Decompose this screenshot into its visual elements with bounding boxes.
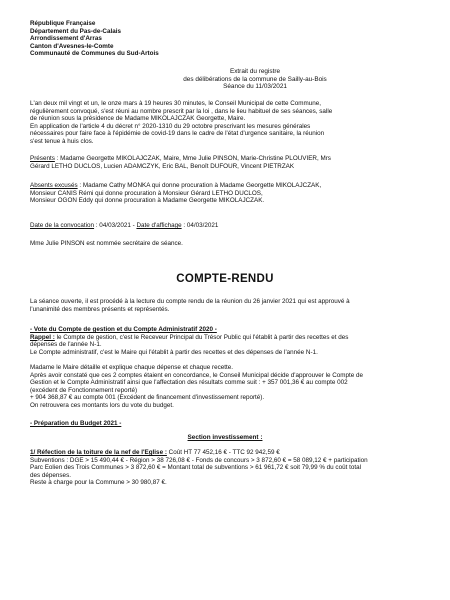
convocation-label: Date de la convocation xyxy=(30,222,95,229)
header-line: Département du Pas-de-Calais xyxy=(30,27,121,35)
vote-line: On retrouvera ces montants lors du vote du budget. xyxy=(30,401,174,409)
vote-line: + 904 368,87 € au compte 001 (Excédent de financement d'investissement reporté). xyxy=(30,394,265,402)
absents-paragraph xyxy=(30,182,425,205)
absents-text: : Madame Cathy MONKA qui donne procuration à Madame Georgette MIKOLAJCZAK, xyxy=(77,182,322,189)
vote-line: le Compte de gestion, c'est le Receveur Principal du Trésor Public qui l'établit à partir des recettes et des xyxy=(54,333,349,341)
intro-line: L'an deux mil vingt et un, le onze mars à 19 heures 30 minutes, le Conseil Municipal de cette Commune, xyxy=(30,100,322,107)
vote-line: Gestion et le Compte Administratif ainsi que l'affectation des résultats comme suit : + 357 001,36 € au compte 002 xyxy=(30,379,348,387)
secretaire-line xyxy=(30,240,425,248)
seance-line: La séance ouverte, il est procédé à la lecture du compte rendu de la réunion du 26 janvier 2021 qui est approuvé à xyxy=(30,298,350,305)
seance-line: l'unanimité des membres présents et représentés. xyxy=(30,305,170,313)
intro-line: régulièrement convoqué, s'est réuni au nombre prescrit par la loi , dans le lieu habituel de ses séances, salle xyxy=(30,107,333,115)
convocation-value: : 04/03/2021 - xyxy=(94,222,137,229)
seance-paragraph xyxy=(30,298,425,313)
presents-label: Présents xyxy=(30,155,55,162)
presents-paragraph xyxy=(30,155,425,170)
vote-heading: - Vote du Compte de gestion et du Compte Administratif 2020 - xyxy=(30,326,217,333)
extrait-line: Extrait du registre xyxy=(229,68,281,75)
item-cost: Coût HT 77 452,16 € - TTC 92 942,59 € xyxy=(166,449,280,456)
extrait-registre xyxy=(140,68,370,91)
intro-line: nécessaires pour faire face à l'épidémie de covid-19 dans le cadre de l'état d'urgence sanitaire, la réunion xyxy=(30,130,325,138)
header-line: Arrondissement d'Arras xyxy=(30,35,102,43)
vote-line xyxy=(30,356,425,364)
header-line: République Française xyxy=(30,20,96,27)
item-title: 1/ Réfection de la toiture de la nef de l'Eglise : xyxy=(30,449,167,456)
budget-line: Subventions : DGE > 15 490,44 € - Région > 38 726,08 € - Fonds de concours > 3 872,60 € = 58 089,12 € + participation xyxy=(30,456,368,464)
dates-line xyxy=(30,222,425,230)
header-line: Communauté de Communes du Sud-Artois xyxy=(30,50,159,58)
intro-line: de réunion sous la présidence de Madame MIKOLAJCZAK Georgette, Maire. xyxy=(30,115,246,123)
budget-line: des dépenses. xyxy=(30,471,71,479)
rappel-label: Rappel : xyxy=(30,333,55,341)
section-investissement: Section investissement : xyxy=(187,434,263,441)
extrait-line: des délibérations de la commune de Sailly-au-Bois xyxy=(183,75,327,83)
intro-paragraph xyxy=(30,100,425,146)
vote-section xyxy=(30,326,425,410)
presents-text: : Madame Georgette MIKOLAJCZAK, Maire, Mme Julie PINSON, Marie-Christine PLOUVIER, Mrs xyxy=(54,155,331,162)
secretaire-text: Mme Julie PINSON est nommée secrétaire de séance. xyxy=(30,240,183,247)
administrative-header xyxy=(30,20,159,58)
absents-text: Monsieur CANIS Rémi qui donne procuration à Monsieur Gérard LETHO DUCLOS, xyxy=(30,189,263,197)
seance-date: Séance du 11/03/2021 xyxy=(223,83,287,90)
vote-line: Madame le Maire détaille et explique chaque dépense et chaque recette. xyxy=(30,363,234,371)
intro-line: En application de l'article 4 du décret n° 2020-1310 du 29 octobre prescrivant les mesures générales xyxy=(30,122,311,130)
intro-line: s'est tenue à huis clos. xyxy=(30,137,94,145)
vote-line: dépenses de l'année N-1. xyxy=(30,341,102,349)
affichage-value: : 04/03/2021 xyxy=(181,222,219,229)
absents-label: Absents excusés xyxy=(30,182,78,189)
vote-line: (excédent de Fonctionnement reporté) xyxy=(30,386,138,394)
budget-item xyxy=(30,449,425,487)
budget-line: Parc Eolien des Trois Communes > 3 872,60 € = Montant total de subventions > 61 961,72 € soit 79,99 % du coût total xyxy=(30,464,361,472)
budget-heading: - Préparation du Budget 2021 - xyxy=(30,420,122,427)
presents-text: Gérard LETHO DUCLOS, Lucien ADAMCZYK, Eric BAL, Benoît DUFOUR, Vincent PIETRZAK xyxy=(30,162,295,170)
budget-line: Reste à charge pour la Commune > 30 980,87 €. xyxy=(30,479,167,487)
vote-line: Le Compte administratif, c'est le Maire qui l'établit à partir des recettes et des dépenses de l'année N-1. xyxy=(30,348,318,356)
budget-heading-line xyxy=(30,420,425,428)
absents-text: Monsieur OGON Eddy qui donne procuration à Madame Georgette MIKOLAJCZAK. xyxy=(30,197,265,205)
affichage-label: Date d'affichage xyxy=(136,222,182,229)
compte-rendu-title: COMPTE-RENDU xyxy=(176,273,274,285)
vote-line: Après avoir constaté que ces 2 comptes étaient en concordance, le Conseil Municipal décide d'approuver le Compte de xyxy=(30,371,364,379)
header-line: Canton d'Avesnes-le-Comte xyxy=(30,42,114,50)
